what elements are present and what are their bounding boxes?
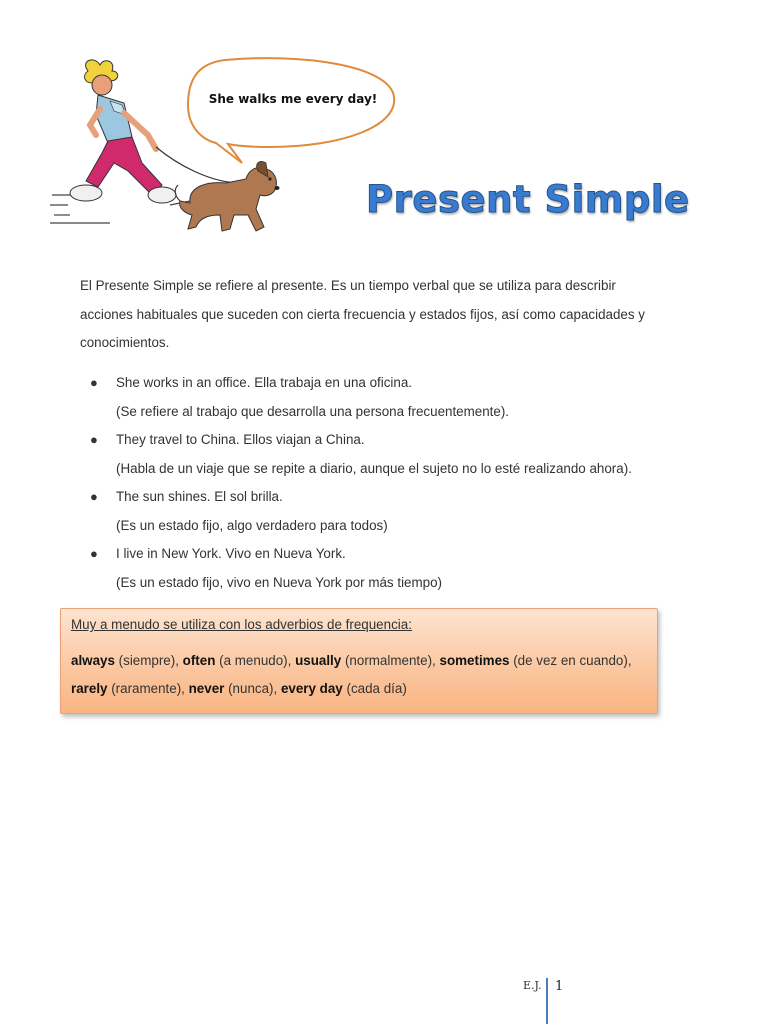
person-shoe-left: [70, 185, 102, 201]
example-sentence: They travel to China. Ellos viajan a China.: [116, 432, 365, 447]
leash: [156, 147, 236, 183]
example-item: [80, 483, 680, 540]
example-explanation: (Se refiere al trabajo que desarrolla una persona frecuentemente).: [116, 403, 510, 419]
example-sentence: The sun shines. El sol brilla.: [116, 489, 283, 504]
adverb-meaning: (de vez en cuando): [513, 653, 628, 668]
dog: [180, 168, 277, 231]
adverb-word: usually: [295, 653, 342, 668]
examples-list: [80, 369, 680, 597]
bullet-icon: ●: [90, 432, 98, 447]
note-heading: Muy a menudo se utiliza con los adverbios de frequencia:: [71, 617, 412, 632]
adverb-word: always: [71, 653, 115, 668]
bullet-icon: ●: [90, 375, 98, 390]
person-pants: [86, 137, 162, 195]
example-explanation: (Es un estado fijo, vivo en Nueva York por más tiempo): [116, 574, 443, 590]
adverb-word: sometimes: [439, 653, 510, 668]
adverb-meaning: (siempre): [118, 653, 176, 668]
frequency-adverbs-box: [60, 608, 658, 714]
adverbs-line-1: always (siempre), often (a menudo), usually (normalmente), sometimes (de vez en cuando),: [71, 653, 632, 668]
adverb-meaning: (a menudo): [219, 653, 288, 668]
example-sentence: She works in an office. Ella trabaja en una oficina.: [116, 375, 413, 390]
speech-bubble-text: She walks me every day!: [208, 92, 378, 106]
person-head: [92, 75, 112, 95]
bullet-icon: ●: [90, 489, 98, 504]
example-explanation: (Es un estado fijo, algo verdadero para todos): [116, 517, 388, 533]
example-item: [80, 426, 680, 483]
bullet-icon: ●: [90, 546, 98, 561]
speech-bubble: [188, 58, 394, 163]
adverb-word: every day: [280, 681, 343, 696]
footer-divider: [546, 978, 548, 1024]
example-item: [80, 540, 680, 597]
adverb-meaning: (raramente): [111, 681, 182, 696]
adverbs-line-2: rarely (raramente), never (nunca), every day (cada día): [71, 681, 407, 696]
adverb-meaning: (cada día): [346, 681, 407, 696]
page-title: Present Simple: [366, 178, 690, 221]
walking-dog-illustration: [50, 55, 400, 240]
adverb-meaning: (nunca): [228, 681, 274, 696]
adverb-word: never: [188, 681, 225, 696]
example-explanation: (Habla de un viaje que se repite a diario, aunque el sujeto no lo esté realizando ahora).: [116, 460, 632, 476]
example-sentence: I live in New York. Vivo en Nueva York.: [116, 546, 346, 561]
adverb-meaning: (normalmente): [344, 653, 433, 668]
adverb-word: often: [182, 653, 216, 668]
footer-initials: E.J.: [523, 979, 542, 992]
intro-paragraph: El Presente Simple se refiere al presente. Es un tiempo verbal que se utiliza para describir acciones habituales que suceden con cierta frecuencia y estados fijos, así como capacidades y conocimientos.: [80, 278, 645, 350]
example-item: [80, 369, 680, 426]
person-shoe-right: [148, 187, 176, 203]
adverb-word: rarely: [71, 681, 108, 696]
page-number: 1: [555, 979, 564, 994]
